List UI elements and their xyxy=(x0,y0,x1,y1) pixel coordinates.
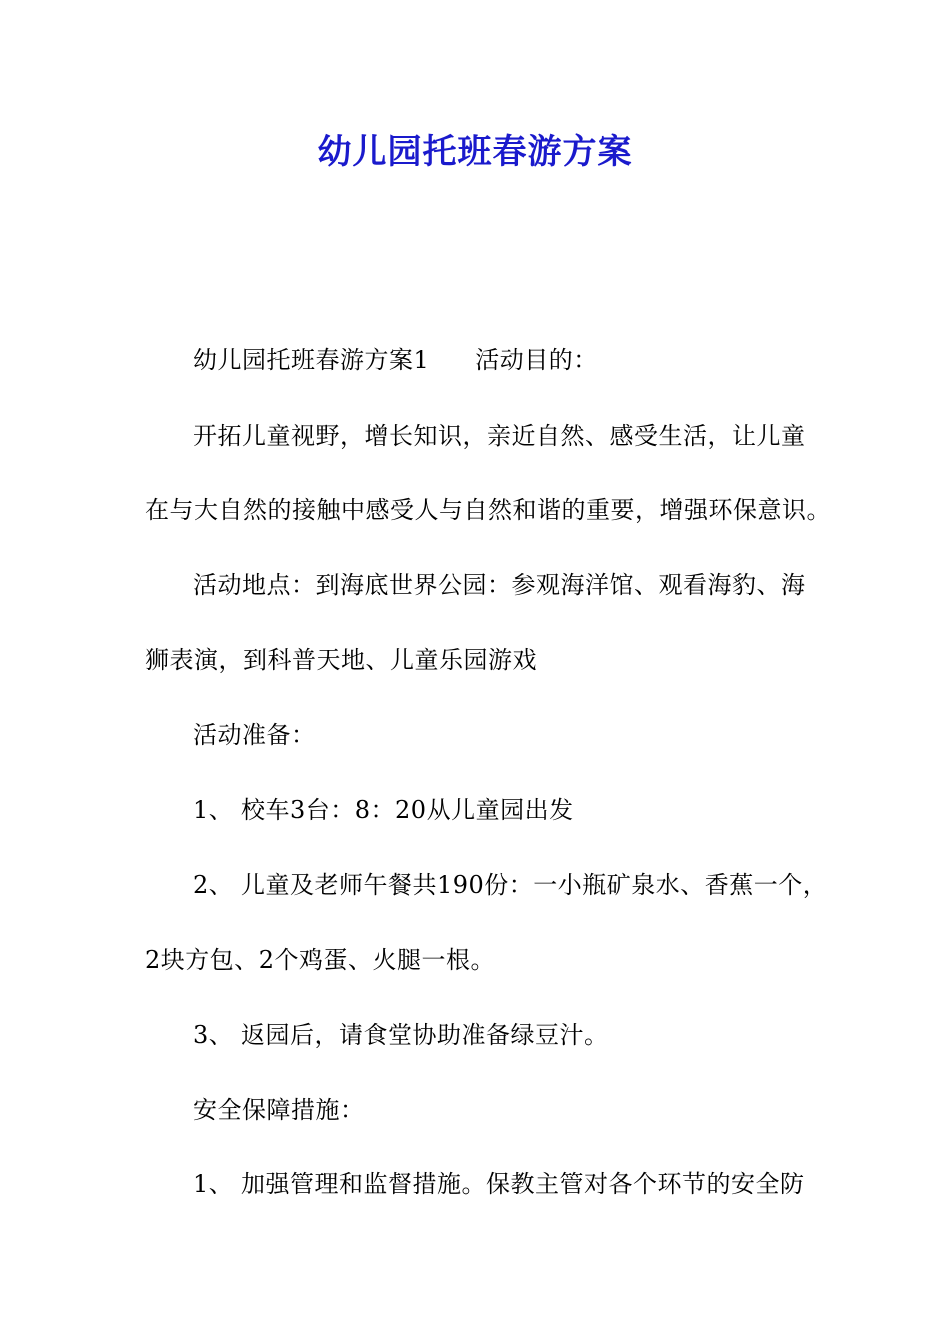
paragraph-line-11: 安全保障措施： xyxy=(193,1096,365,1124)
paragraph-line-4: 活动地点：到海底世界公园：参观海洋馆、观看海豹、海 xyxy=(193,571,806,599)
paragraph-line-5: 狮表演，到科普天地、儿童乐园游戏 xyxy=(145,646,537,674)
paragraph-line-1 xyxy=(193,344,598,376)
paragraph-line-6: 活动准备： xyxy=(193,721,316,749)
list-item-4 xyxy=(193,1168,805,1200)
list-number: 1、 xyxy=(193,796,234,824)
document-title: 幼儿园托班春游方案 xyxy=(317,132,633,172)
list-text: 儿童及老师午餐共190份：一小瓶矿泉水、香蕉一个， xyxy=(241,871,828,899)
list-text: 校车3台：8：20从儿童园出发 xyxy=(241,796,574,824)
list-text: 返园后，请食堂协助准备绿豆汁。 xyxy=(241,1021,609,1049)
list-number: 1、 xyxy=(193,1170,234,1198)
paragraph-line-9: 2块方包、2个鸡蛋、火腿一根。 xyxy=(145,946,496,974)
section-heading: 幼儿园托班春游方案1 xyxy=(193,346,430,374)
list-text: 加强管理和监督措施。保教主管对各个环节的安全防 xyxy=(241,1170,805,1198)
list-number: 2、 xyxy=(193,871,234,899)
list-item-1 xyxy=(193,794,574,826)
list-item-3 xyxy=(193,1019,609,1051)
paragraph-line-2: 开拓儿童视野，增长知识，亲近自然、感受生活，让儿童 xyxy=(193,422,806,450)
list-number: 3、 xyxy=(193,1021,234,1049)
purpose-label: 活动目的： xyxy=(475,346,598,374)
list-item-2 xyxy=(193,869,827,901)
paragraph-line-3: 在与大自然的接触中感受人与自然和谐的重要，增强环保意识。 xyxy=(145,496,831,524)
